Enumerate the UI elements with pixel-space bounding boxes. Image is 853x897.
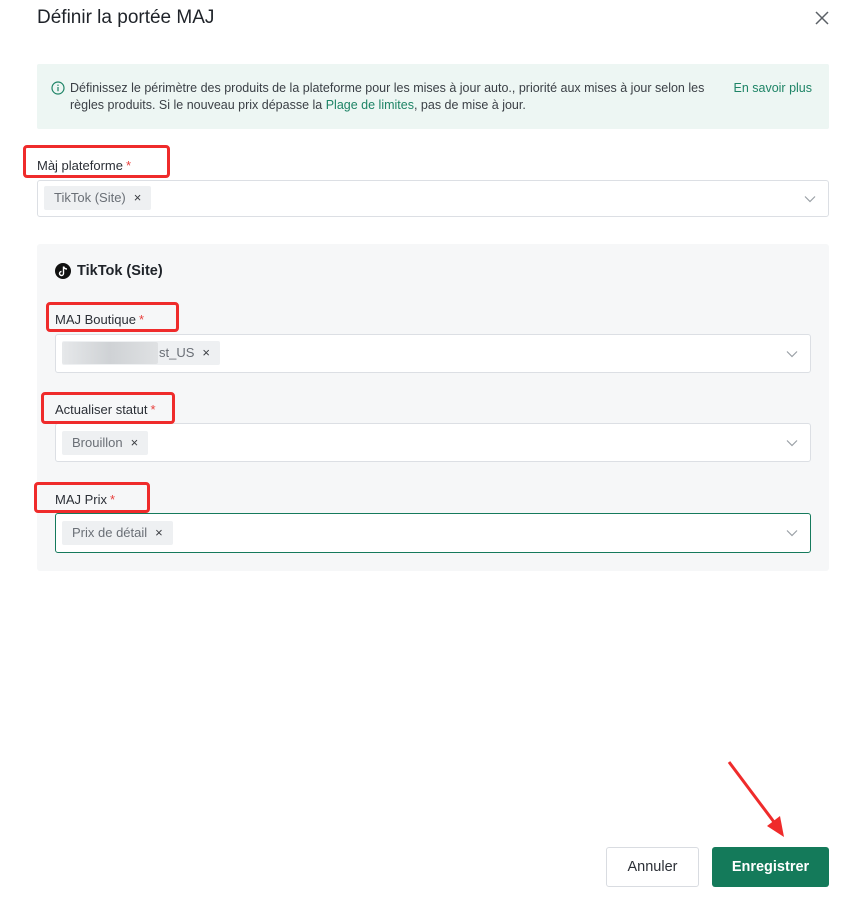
platform-label: Màj plateforme * bbox=[37, 158, 132, 173]
shop-label: MAJ Boutique * bbox=[55, 312, 144, 327]
redacted-shop-name bbox=[62, 342, 158, 364]
price-label: MAJ Prix * bbox=[55, 492, 116, 507]
annotation-box bbox=[41, 392, 175, 424]
price-tag: Prix de détail × bbox=[62, 521, 173, 545]
chevron-down-icon bbox=[786, 439, 798, 447]
learn-more-link[interactable]: En savoir plus bbox=[733, 81, 812, 95]
chevron-down-icon bbox=[804, 195, 816, 203]
tiktok-logo-icon bbox=[55, 263, 71, 279]
price-select[interactable] bbox=[55, 513, 811, 553]
platform-tag: TikTok (Site) × bbox=[44, 186, 151, 210]
remove-tag-icon[interactable]: × bbox=[130, 435, 139, 450]
info-text: Définissez le périmètre des produits de la plateforme pour les mises à jour auto., priorité aux mises à jour selon les règles produits. Si le nouveau prix dépasse la Plage de limites, pas de mise à jour. bbox=[70, 81, 705, 112]
platform-select[interactable] bbox=[37, 180, 829, 217]
remove-tag-icon[interactable]: × bbox=[133, 190, 142, 205]
chevron-down-icon bbox=[786, 350, 798, 358]
page-title: Définir la portée MAJ bbox=[37, 7, 215, 28]
shop-select[interactable] bbox=[55, 334, 811, 373]
shop-tag: st_US × bbox=[62, 341, 220, 365]
status-label: Actualiser statut * bbox=[55, 402, 156, 417]
info-banner bbox=[37, 64, 829, 129]
cancel-button[interactable]: Annuler bbox=[606, 847, 699, 887]
annotation-box bbox=[34, 482, 150, 513]
annotation-box bbox=[23, 145, 170, 178]
remove-tag-icon[interactable]: × bbox=[155, 525, 163, 540]
annotation-box bbox=[46, 302, 179, 332]
section-title: TikTok (Site) bbox=[55, 263, 163, 279]
limit-range-link[interactable]: Plage de limites bbox=[325, 98, 414, 112]
status-tag: Brouillon × bbox=[62, 431, 148, 455]
info-icon bbox=[51, 81, 65, 95]
chevron-down-icon bbox=[786, 529, 798, 537]
save-button[interactable]: Enregistrer bbox=[712, 847, 829, 887]
status-select[interactable] bbox=[55, 423, 811, 462]
remove-tag-icon[interactable]: × bbox=[202, 345, 210, 360]
close-icon[interactable] bbox=[813, 9, 831, 27]
